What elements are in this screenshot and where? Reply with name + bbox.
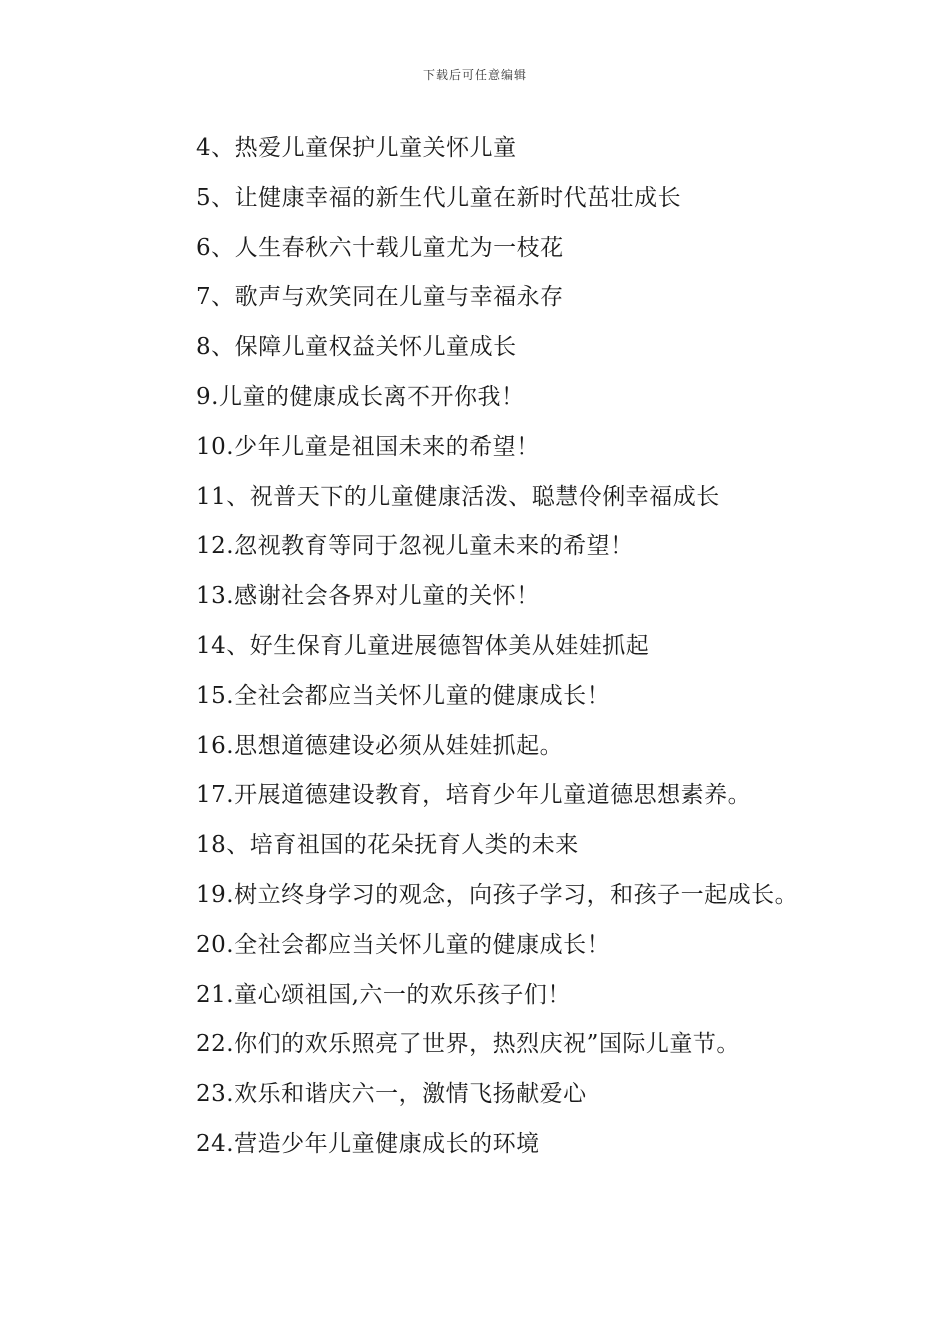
- page-header: 下载后可任意编辑: [422, 68, 527, 82]
- list-item: 23.欢乐和谐庆六一，激情飞扬献爱心: [196, 1081, 587, 1108]
- list-item: 13.感谢社会各界对儿童的关怀！: [196, 583, 540, 610]
- list-item: 4、热爱儿童保护儿童关怀儿童: [196, 135, 517, 161]
- document-body: [143, 124, 823, 1170]
- list-item: 14、好生保育儿童进展德智体美从娃娃抓起: [196, 632, 650, 659]
- list-item: 15.全社会都应当关怀儿童的健康成长！: [196, 682, 611, 709]
- list-item: 6、人生春秋六十载儿童尤为一枝花: [196, 234, 564, 261]
- list-item: 18、培育祖国的花朵抚育人类的未来: [196, 832, 579, 859]
- list-item: 10.少年儿童是祖国未来的希望！: [196, 433, 540, 460]
- list-item: 11、祝普天下的儿童健康活泼、聪慧伶俐幸福成长: [196, 483, 720, 510]
- list-item: 21.童心颂祖国,六一的欢乐孩子们！: [196, 981, 571, 1008]
- list-item: 22.你们的欢乐照亮了世界，热烈庆祝”国际儿童节。: [196, 1031, 740, 1058]
- list-item: 24.营造少年儿童健康成长的环境: [196, 1130, 540, 1157]
- list-item: 20.全社会都应当关怀儿童的健康成长！: [196, 931, 611, 958]
- list-item: 19.树立终身学习的观念，向孩子学习，和孩子一起成长。: [196, 881, 799, 908]
- list-item: 9.儿童的健康成长离不开你我！: [196, 383, 525, 410]
- list-item: 17.开展道德建设教育，培育少年儿童道德思想素养。: [196, 782, 752, 809]
- list-item: 16.思想道德建设必须从娃娃抓起。: [196, 732, 564, 759]
- list-item: 5、让健康幸福的新生代儿童在新时代茁壮成长: [196, 184, 682, 211]
- list-item: 7、歌声与欢笑同在儿童与幸福永存: [196, 284, 564, 311]
- list-item: 8、保障儿童权益关怀儿童成长: [196, 334, 517, 361]
- list-item: 12.忽视教育等同于忽视儿童未来的希望！: [196, 533, 634, 560]
